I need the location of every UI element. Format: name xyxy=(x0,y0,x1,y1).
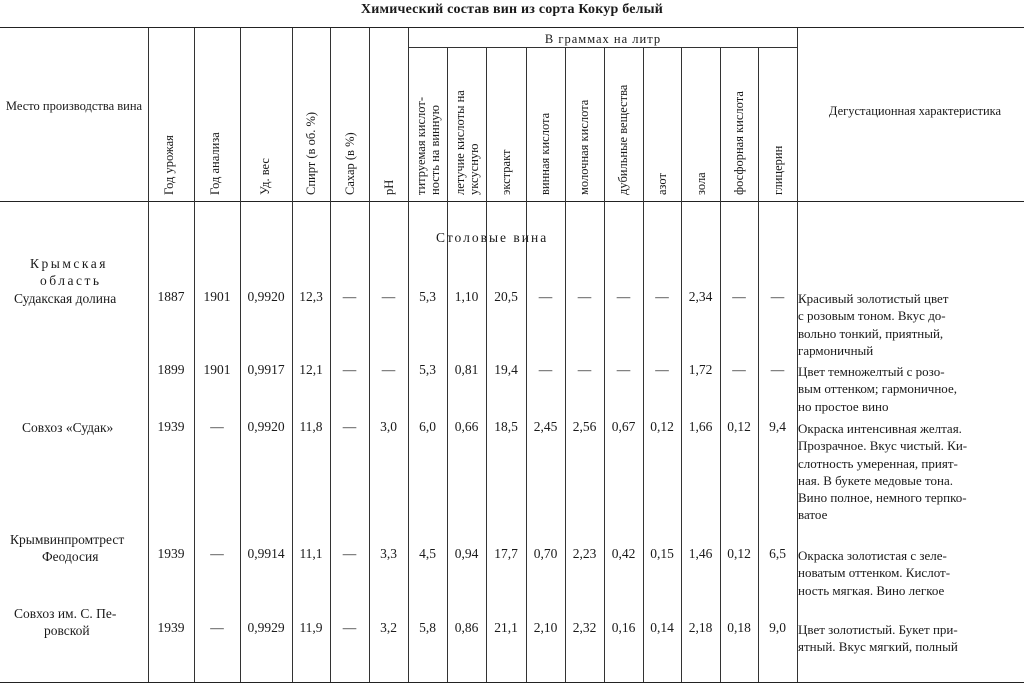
header-sugar: Сахар (в %) xyxy=(343,132,357,195)
cell-sugar: — xyxy=(342,289,357,304)
cell-ash: 2,18 xyxy=(688,620,713,635)
cell-extract: 20,5 xyxy=(494,289,518,304)
cell-ph: 3,0 xyxy=(380,419,397,434)
cell-ph: 3,2 xyxy=(380,620,397,635)
cell-extract: 19,4 xyxy=(494,362,518,377)
cell-tannins: 0,42 xyxy=(611,546,636,561)
header-phosphoric: фосфорная кислота xyxy=(732,91,746,195)
cell-lactic: 2,23 xyxy=(572,546,597,561)
section-title: Столовые вина xyxy=(436,230,549,245)
header-year-analysis: Год анализа xyxy=(208,132,222,195)
cell-tartaric: 2,10 xyxy=(533,620,558,635)
cell-glycerin: — xyxy=(770,362,785,377)
place-sovkhoz-sudak: Совхоз «Судак» xyxy=(22,420,114,435)
cell-year_analysis: 1901 xyxy=(203,289,231,304)
header-bottom-rule xyxy=(0,201,1024,202)
cell-year_harvest: 1939 xyxy=(157,419,185,434)
table-bottom-rule xyxy=(0,682,1024,683)
top-rule xyxy=(0,27,1024,28)
cell-nitrogen: 0,12 xyxy=(650,419,674,434)
cell-volatile: 0,66 xyxy=(454,419,479,434)
cell-alcohol: 12,1 xyxy=(299,362,323,377)
cell-tartaric: — xyxy=(538,362,553,377)
place-crimea-line1: Крымская xyxy=(30,256,108,271)
tasting-note: Красивый золотистый цвет с розовым тоном. Вкус до- вольно тонкий, приятный, гармоничный xyxy=(798,291,949,358)
cell-volatile: 0,94 xyxy=(454,546,479,561)
cell-volatile: 1,10 xyxy=(454,289,479,304)
cell-year_analysis: — xyxy=(210,546,224,561)
place-crimea-line2: область xyxy=(40,273,102,288)
cell-year_harvest: 1887 xyxy=(157,289,185,304)
cell-year_harvest: 1939 xyxy=(157,546,185,561)
table-title: Химический состав вин из сорта Кокур белый xyxy=(360,2,664,17)
tasting-note: Цвет золотистый. Букет при- ятный. Вкус мягкий, полный xyxy=(798,622,958,655)
cell-year_analysis: 1901 xyxy=(203,362,231,377)
cell-volatile: 0,81 xyxy=(454,362,479,377)
cell-tannins: 0,16 xyxy=(611,620,636,635)
cell-lactic: — xyxy=(577,362,592,377)
cell-lactic: 2,56 xyxy=(572,419,597,434)
header-extract: экстракт xyxy=(499,149,513,195)
cell-density: 0,9929 xyxy=(247,620,285,635)
col-divider xyxy=(148,28,149,682)
header-grams-group: В граммах на литр xyxy=(544,32,662,46)
header-titratable-acid: титруемая кислот- ность на винную xyxy=(414,97,442,195)
cell-extract: 21,1 xyxy=(494,620,518,635)
cell-nitrogen: — xyxy=(655,362,669,377)
cell-density: 0,9917 xyxy=(247,362,285,377)
cell-density: 0,9920 xyxy=(247,419,285,434)
cell-sugar: — xyxy=(342,362,357,377)
cell-ash: 1,66 xyxy=(688,419,713,434)
cell-ph: — xyxy=(381,362,396,377)
cell-alcohol: 11,9 xyxy=(299,620,323,635)
header-density: Уд. вес xyxy=(258,158,272,195)
col-divider xyxy=(369,28,370,682)
cell-tartaric: — xyxy=(538,289,553,304)
cell-tartaric: 0,70 xyxy=(533,546,558,561)
col-divider xyxy=(194,28,195,682)
cell-ash: 1,72 xyxy=(688,362,713,377)
cell-titratable: 5,3 xyxy=(419,362,436,377)
place-sudak-valley: Судакская долина xyxy=(14,291,117,306)
header-volatile-acid: летучие кислоты на уксусную xyxy=(453,90,481,195)
cell-extract: 18,5 xyxy=(494,419,518,434)
cell-glycerin: — xyxy=(770,289,785,304)
grams-group-rule xyxy=(408,47,798,48)
cell-ph: — xyxy=(381,289,396,304)
cell-titratable: 6,0 xyxy=(419,419,436,434)
header-year-harvest: Год урожая xyxy=(162,135,176,195)
cell-nitrogen: 0,14 xyxy=(650,620,674,635)
cell-sugar: — xyxy=(342,419,357,434)
cell-glycerin: 6,5 xyxy=(769,546,786,561)
header-place: Место производства вина xyxy=(5,99,143,113)
cell-ph: 3,3 xyxy=(380,546,397,561)
header-alcohol: Спирт (в об. %) xyxy=(304,111,318,195)
col-divider xyxy=(292,28,293,682)
cell-alcohol: 12,3 xyxy=(299,289,323,304)
cell-tartaric: 2,45 xyxy=(533,419,558,434)
cell-year_harvest: 1899 xyxy=(157,362,185,377)
cell-tannins: — xyxy=(616,362,631,377)
header-ash: зола xyxy=(694,172,708,195)
cell-ash: 1,46 xyxy=(688,546,713,561)
header-glycerin: глицерин xyxy=(771,145,785,195)
header-nitrogen: азот xyxy=(655,173,669,195)
place-krymvin-line1: Крымвинпромтрест xyxy=(10,532,125,547)
header-tartaric: винная кислота xyxy=(538,112,552,195)
cell-year_analysis: — xyxy=(210,419,224,434)
cell-glycerin: 9,0 xyxy=(769,620,786,635)
cell-year_harvest: 1939 xyxy=(157,620,185,635)
col-divider xyxy=(408,28,409,682)
cell-sugar: — xyxy=(342,620,357,635)
header-tasting: Дегустационная характеристика xyxy=(828,104,1002,118)
cell-titratable: 5,3 xyxy=(419,289,436,304)
cell-sugar: — xyxy=(342,546,357,561)
cell-phosphoric: 0,12 xyxy=(727,419,751,434)
cell-tannins: — xyxy=(616,289,631,304)
col-divider xyxy=(240,28,241,682)
cell-nitrogen: — xyxy=(655,289,669,304)
cell-volatile: 0,86 xyxy=(454,620,479,635)
tasting-note: Цвет темножелтый с розо- вым оттенком; гармоничное, но простое вино xyxy=(798,364,957,414)
cell-alcohol: 11,8 xyxy=(299,419,323,434)
cell-titratable: 5,8 xyxy=(419,620,436,635)
place-krymvin-line2: Феодосия xyxy=(42,549,99,564)
place-perovskoy-line1: Совхоз им. С. Пе- xyxy=(14,606,117,621)
cell-ash: 2,34 xyxy=(688,289,713,304)
cell-phosphoric: 0,18 xyxy=(727,620,751,635)
col-divider xyxy=(330,28,331,682)
cell-tannins: 0,67 xyxy=(611,419,636,434)
header-tannins: дубильные вещества xyxy=(616,84,630,195)
tasting-note: Окраска золотистая с зеле- новатым оттенком. Кислот- ность мягкая. Вино легкое xyxy=(798,548,951,598)
cell-phosphoric: — xyxy=(732,289,746,304)
cell-lactic: 2,32 xyxy=(572,620,597,635)
cell-nitrogen: 0,15 xyxy=(650,546,674,561)
cell-phosphoric: — xyxy=(732,362,746,377)
header-ph: pH xyxy=(382,179,396,195)
cell-year_analysis: — xyxy=(210,620,224,635)
tasting-note: Окраска интенсивная желтая. Прозрачное. Вкус чистый. Ки- слотность умеренная, прият- ная. В букете медовые тона. Вино полное, немного терпко- ватое xyxy=(798,421,968,523)
cell-density: 0,9914 xyxy=(247,546,285,561)
cell-alcohol: 11,1 xyxy=(299,546,323,561)
cell-lactic: — xyxy=(577,289,592,304)
cell-extract: 17,7 xyxy=(494,546,518,561)
cell-titratable: 4,5 xyxy=(419,546,436,561)
cell-density: 0,9920 xyxy=(247,289,285,304)
cell-glycerin: 9,4 xyxy=(769,419,786,434)
cell-phosphoric: 0,12 xyxy=(727,546,751,561)
place-perovskoy-line2: ровской xyxy=(44,623,90,638)
header-lactic: молочная кислота xyxy=(577,99,591,195)
